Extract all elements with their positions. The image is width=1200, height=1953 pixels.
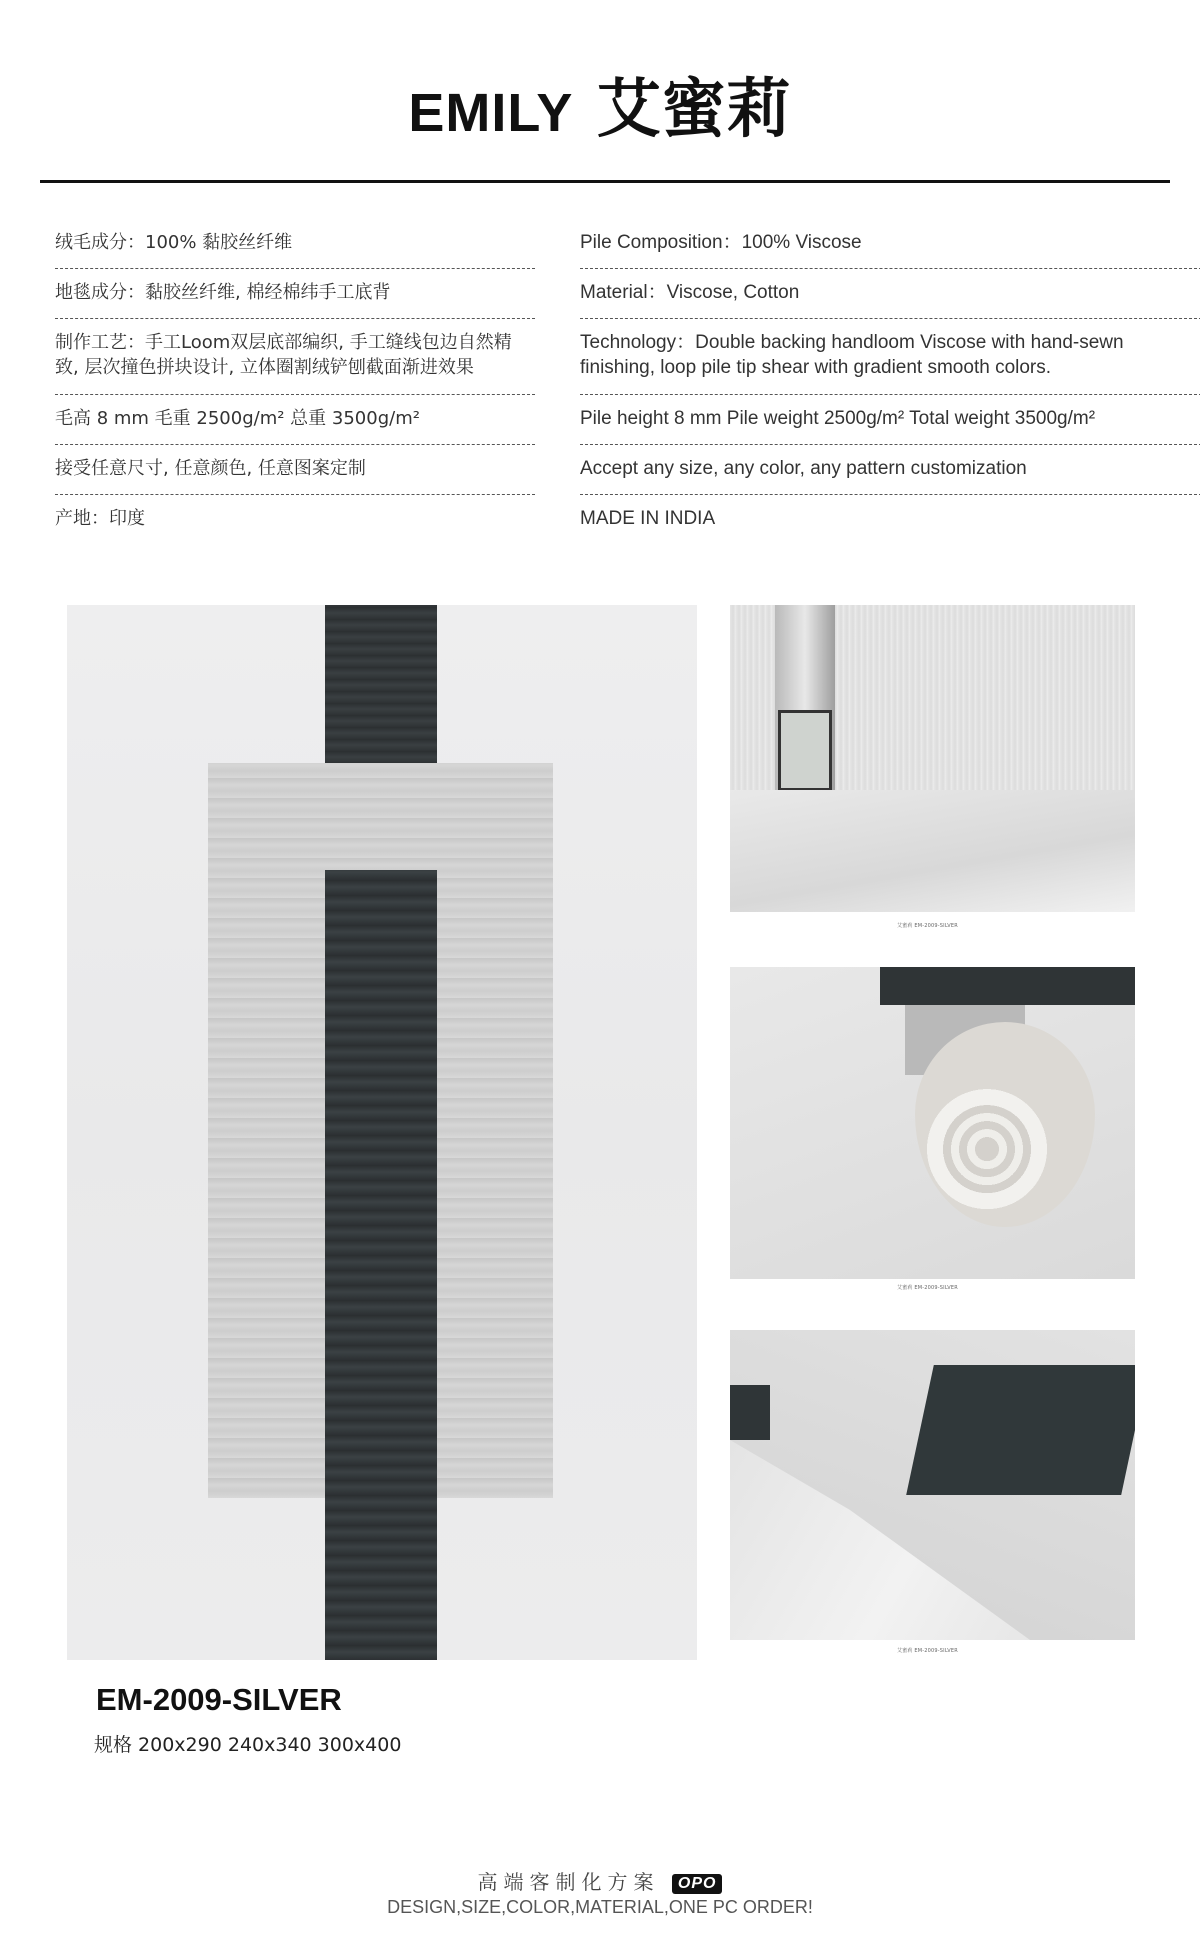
divider [580,444,1200,445]
divider [580,494,1200,495]
spec-en: Pile Composition：100% Viscose [580,232,862,253]
spec-cn: 接受任意尺寸, 任意颜色, 任意图案定制 [55,458,366,479]
footer-cn-text: 高端客制化方案 [477,1870,660,1894]
divider [55,444,535,445]
product-model: EM-2009-SILVER [96,1682,342,1717]
rug-dark-band [880,967,1135,1005]
spec-en: Pile height 8 mm Pile weight 2500g/m² Total weight 3500g/m² [580,408,1096,429]
title-cn: 艾蜜莉 [596,73,792,147]
spec-en: MADE IN INDIA [580,508,716,529]
spec-en: Technology：Double backing handloom Viscose with hand-sewn finishing, loop pile tip shear with gradient smooth colors. [580,332,1124,378]
divider [55,494,535,495]
folded-corner-photo [730,1330,1135,1640]
rug-dark-band-top [325,605,437,763]
spec-cn: 产地：印度 [55,508,145,529]
rug-edge [730,790,1135,912]
rug-main-image [67,605,697,1660]
title-rule [40,180,1170,183]
rug-dark-block [906,1365,1135,1495]
rug-dark-band [325,870,437,1660]
divider [580,394,1200,395]
page-title [0,58,1200,150]
spec-cn: 毛高 8 mm 毛重 2500g/m² 总重 3500g/m² [55,408,420,429]
divider [580,318,1200,319]
spec-cn: 制作工艺：手工Loom双层底部编织, 手工缝线包边自然精致, 层次撞色拼块设计, 立体圈割绒铲刨截面渐进效果 [55,332,512,378]
brand-logo: OPO [672,1874,723,1894]
photo-caption: 艾蜜莉 EM-2009-SILVER [897,1648,958,1654]
divider [55,318,535,319]
product-sizes: 规格 200x290 240x340 300x400 [94,1734,402,1756]
title-latin: EMILY [408,83,574,143]
divider [55,268,535,269]
rug-dark-strip [730,1385,770,1440]
footer-slogan [0,1866,1200,1895]
caliper-screen [778,710,832,791]
rug-roll [915,1022,1095,1227]
pile-height-photo [730,605,1135,912]
spec-cn: 地毯成分：黏胶丝纤维, 棉经棉纬手工底背 [55,282,391,303]
photo-caption: 艾蜜莉 EM-2009-SILVER [897,1285,958,1291]
divider [55,394,535,395]
footer-en-text: DESIGN,SIZE,COLOR,MATERIAL,ONE PC ORDER! [387,1897,813,1917]
divider [580,268,1200,269]
spec-en: Material：Viscose, Cotton [580,282,800,303]
spec-cn: 绒毛成分：100% 黏胶丝纤维 [55,232,293,253]
spec-en: Accept any size, any color, any pattern customization [580,458,1027,479]
rolled-rug-photo [730,967,1135,1279]
photo-caption: 艾蜜莉 EM-2009-SILVER [897,923,958,929]
